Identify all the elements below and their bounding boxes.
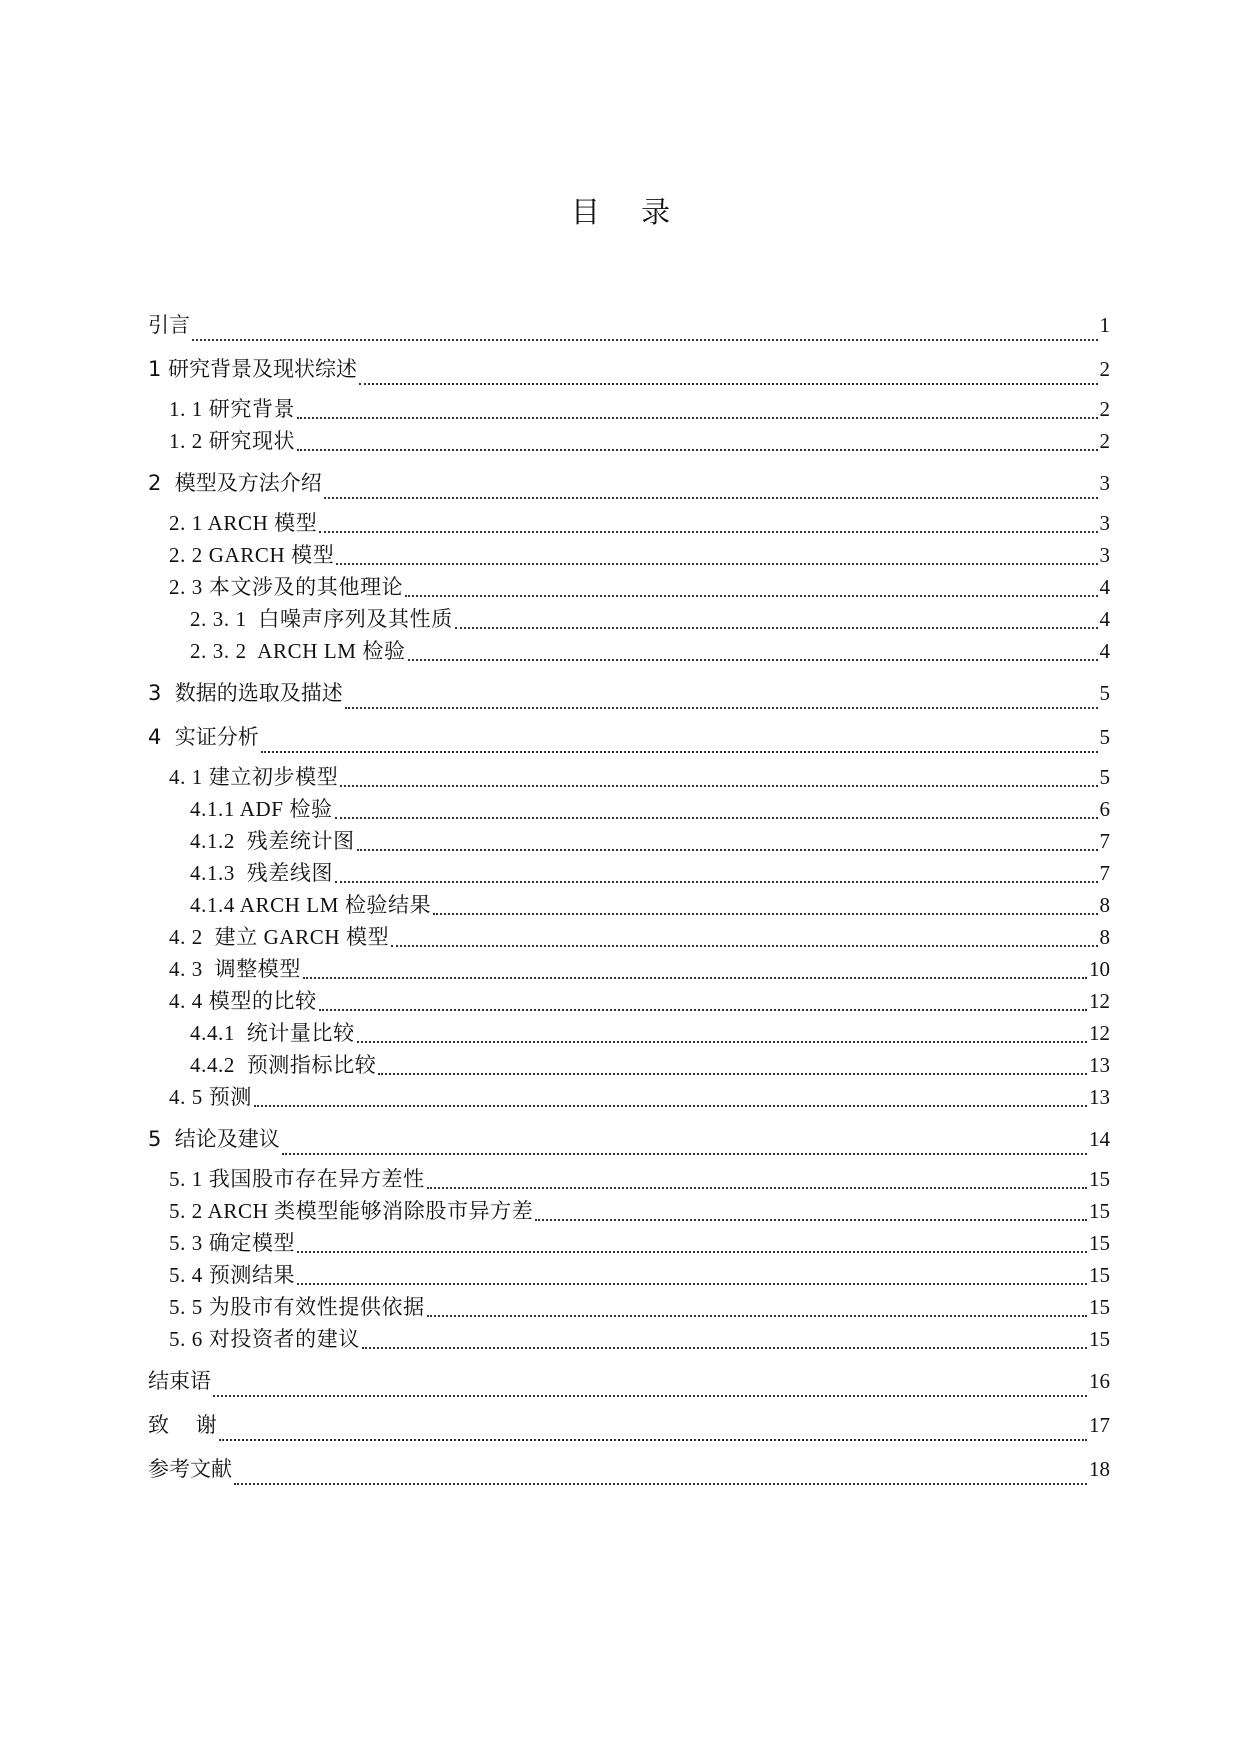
toc-entry[interactable] [148, 953, 1110, 985]
toc-entry[interactable] [148, 425, 1110, 457]
toc-leader-dots [282, 1153, 1087, 1155]
toc-entry[interactable] [148, 1049, 1110, 1081]
toc-page-number: 16 [1089, 1369, 1110, 1393]
toc-entry[interactable] [148, 671, 1110, 715]
toc-entry-label: 1. 2 研究现状 [169, 429, 296, 453]
toc-leader-dots [362, 1347, 1087, 1349]
toc-entry[interactable] [148, 1323, 1110, 1355]
toc-entry-label: 引言 [148, 313, 190, 337]
toc-entry[interactable] [148, 1017, 1110, 1049]
toc-entry[interactable] [148, 1081, 1110, 1113]
toc-leader-dots [359, 383, 1097, 385]
toc-leader-dots [336, 563, 1097, 565]
toc-leader-dots [405, 595, 1097, 597]
toc-entry[interactable] [148, 715, 1110, 759]
toc-page-number: 1 [1099, 313, 1110, 337]
toc-entry[interactable] [148, 921, 1110, 953]
toc-leader-dots [335, 881, 1097, 883]
toc-entry-label: 参考文献 [148, 1457, 232, 1481]
toc-leader-dots [391, 945, 1097, 947]
toc-entry-label: 4.1.1 ADF 检验 [190, 797, 333, 821]
toc-page-number: 18 [1089, 1457, 1110, 1481]
toc-entry-label: 5. 1 我国股市存在异方差性 [169, 1167, 425, 1191]
toc-entry-label: 1. 1 研究背景 [169, 397, 296, 421]
toc-entry-label: 2. 1 ARCH 模型 [169, 511, 318, 535]
toc-entry-label: 4. 2 建立 GARCH 模型 [169, 925, 390, 949]
toc-leader-dots [408, 659, 1098, 661]
toc-entry[interactable] [148, 393, 1110, 425]
toc-entry[interactable] [148, 1291, 1110, 1323]
toc-page-number: 5 [1099, 725, 1110, 749]
toc-page-number: 12 [1089, 1021, 1110, 1045]
toc-entry[interactable] [148, 571, 1110, 603]
toc-leader-dots [455, 627, 1098, 629]
toc-entry[interactable] [148, 1447, 1110, 1491]
toc-leader-dots [535, 1219, 1087, 1221]
toc-page-number: 8 [1099, 893, 1110, 917]
toc-leader-dots [234, 1483, 1087, 1485]
toc-entry-label: 4.4.2 预测指标比较 [190, 1053, 377, 1077]
toc-entry-label: 4. 5 预测 [169, 1085, 252, 1109]
toc-leader-dots [297, 1251, 1087, 1253]
toc-page-number: 15 [1089, 1263, 1110, 1287]
toc-leader-dots [378, 1073, 1087, 1075]
toc-entry[interactable] [148, 1117, 1110, 1161]
toc-entry[interactable] [148, 539, 1110, 571]
toc-entry[interactable] [148, 603, 1110, 635]
toc-page-number: 17 [1089, 1413, 1110, 1437]
toc-entry-label: 5. 5 为股市有效性提供依据 [169, 1295, 425, 1319]
toc-entry[interactable] [148, 1259, 1110, 1291]
toc-page-number: 2 [1099, 397, 1110, 421]
toc-entry[interactable] [148, 1403, 1110, 1447]
toc-entry[interactable] [148, 303, 1110, 347]
toc-leader-dots [324, 497, 1098, 499]
toc-entry[interactable] [148, 793, 1110, 825]
toc-entry-label: 4. 1 建立初步模型 [169, 765, 339, 789]
toc-entry-label: 4.1.4 ARCH LM 检验结果 [190, 893, 432, 917]
toc-page-number: 13 [1089, 1053, 1110, 1077]
toc-leader-dots [427, 1187, 1087, 1189]
toc-leader-dots [297, 449, 1097, 451]
toc-entry-label: 2. 3. 1 白噪声序列及其性质 [190, 607, 453, 631]
toc-entry-label: 致 谢 [148, 1413, 217, 1437]
toc-leader-dots [319, 1009, 1087, 1011]
toc-page-number: 3 [1099, 511, 1110, 535]
toc-page-number: 2 [1099, 357, 1110, 381]
toc-entry-label: 结束语 [148, 1369, 211, 1393]
toc-leader-dots [219, 1439, 1087, 1441]
toc-entry[interactable] [148, 1227, 1110, 1259]
toc-entry-label: 5. 4 预测结果 [169, 1263, 296, 1287]
toc-page-number: 14 [1089, 1127, 1110, 1151]
toc-page-number: 10 [1089, 957, 1110, 981]
table-of-contents [148, 303, 1110, 1491]
toc-entry[interactable] [148, 857, 1110, 889]
toc-page-number: 15 [1089, 1167, 1110, 1191]
toc-page-number: 6 [1099, 797, 1110, 821]
toc-entry[interactable] [148, 461, 1110, 505]
toc-entry[interactable] [148, 761, 1110, 793]
toc-entry-label: 4 实证分析 [148, 725, 259, 749]
toc-page-number: 4 [1099, 575, 1110, 599]
toc-page-number: 4 [1099, 607, 1110, 631]
toc-leader-dots [261, 751, 1098, 753]
toc-entry-label: 2 模型及方法介绍 [148, 471, 322, 495]
toc-page-number: 4 [1099, 639, 1110, 663]
toc-leader-dots [297, 1283, 1087, 1285]
toc-entry-label: 2. 2 GARCH 模型 [169, 543, 335, 567]
toc-leader-dots [303, 977, 1087, 979]
toc-entry[interactable] [148, 889, 1110, 921]
toc-entry[interactable] [148, 507, 1110, 539]
toc-entry[interactable] [148, 1163, 1110, 1195]
toc-page-number: 15 [1089, 1327, 1110, 1351]
toc-entry-label: 4.1.3 残差线图 [190, 861, 334, 885]
toc-leader-dots [427, 1315, 1087, 1317]
toc-leader-dots [254, 1105, 1087, 1107]
toc-page-number: 5 [1099, 681, 1110, 705]
toc-page-number: 3 [1099, 471, 1110, 495]
toc-page-number: 2 [1099, 429, 1110, 453]
toc-page-number: 13 [1089, 1085, 1110, 1109]
toc-entry[interactable] [148, 1359, 1110, 1403]
toc-entry-label: 4.1.2 残差统计图 [190, 829, 355, 853]
toc-title: 目 录 [570, 195, 687, 229]
toc-page-number: 7 [1099, 861, 1110, 885]
toc-page-number: 5 [1099, 765, 1110, 789]
toc-page-number: 15 [1089, 1295, 1110, 1319]
toc-page-number: 15 [1089, 1199, 1110, 1223]
toc-page-number: 12 [1089, 989, 1110, 1013]
toc-leader-dots [345, 707, 1098, 709]
toc-entry-label: 5. 3 确定模型 [169, 1231, 296, 1255]
toc-entry-label: 5. 6 对投资者的建议 [169, 1327, 360, 1351]
toc-entry[interactable] [148, 347, 1110, 391]
toc-entry-label: 2. 3. 2 ARCH LM 检验 [190, 639, 406, 663]
toc-leader-dots [297, 417, 1097, 419]
toc-entry-label: 2. 3 本文涉及的其他理论 [169, 575, 404, 599]
toc-page-number: 8 [1099, 925, 1110, 949]
toc-entry[interactable] [148, 1195, 1110, 1227]
toc-entry-label: 4. 4 模型的比较 [169, 989, 317, 1013]
toc-entry[interactable] [148, 825, 1110, 857]
toc-entry-label: 4. 3 调整模型 [169, 957, 301, 981]
toc-leader-dots [192, 339, 1098, 341]
toc-entry[interactable] [148, 985, 1110, 1017]
toc-leader-dots [335, 817, 1098, 819]
toc-leader-dots [213, 1395, 1087, 1397]
toc-page-number: 15 [1089, 1231, 1110, 1255]
toc-entry-label: 5. 2 ARCH 类模型能够消除股市异方差 [169, 1199, 534, 1223]
toc-leader-dots [340, 785, 1097, 787]
toc-entry-label: 1 研究背景及现状综述 [148, 357, 358, 381]
toc-entry[interactable] [148, 635, 1110, 667]
toc-entry-label: 3 数据的选取及描述 [148, 681, 343, 705]
toc-page-number: 7 [1099, 829, 1110, 853]
toc-leader-dots [319, 531, 1097, 533]
toc-entry-label: 5 结论及建议 [148, 1127, 280, 1151]
toc-leader-dots [357, 849, 1098, 851]
toc-leader-dots [433, 913, 1097, 915]
toc-entry-label: 4.4.1 统计量比较 [190, 1021, 355, 1045]
toc-leader-dots [357, 1041, 1087, 1043]
toc-page-number: 3 [1099, 543, 1110, 567]
